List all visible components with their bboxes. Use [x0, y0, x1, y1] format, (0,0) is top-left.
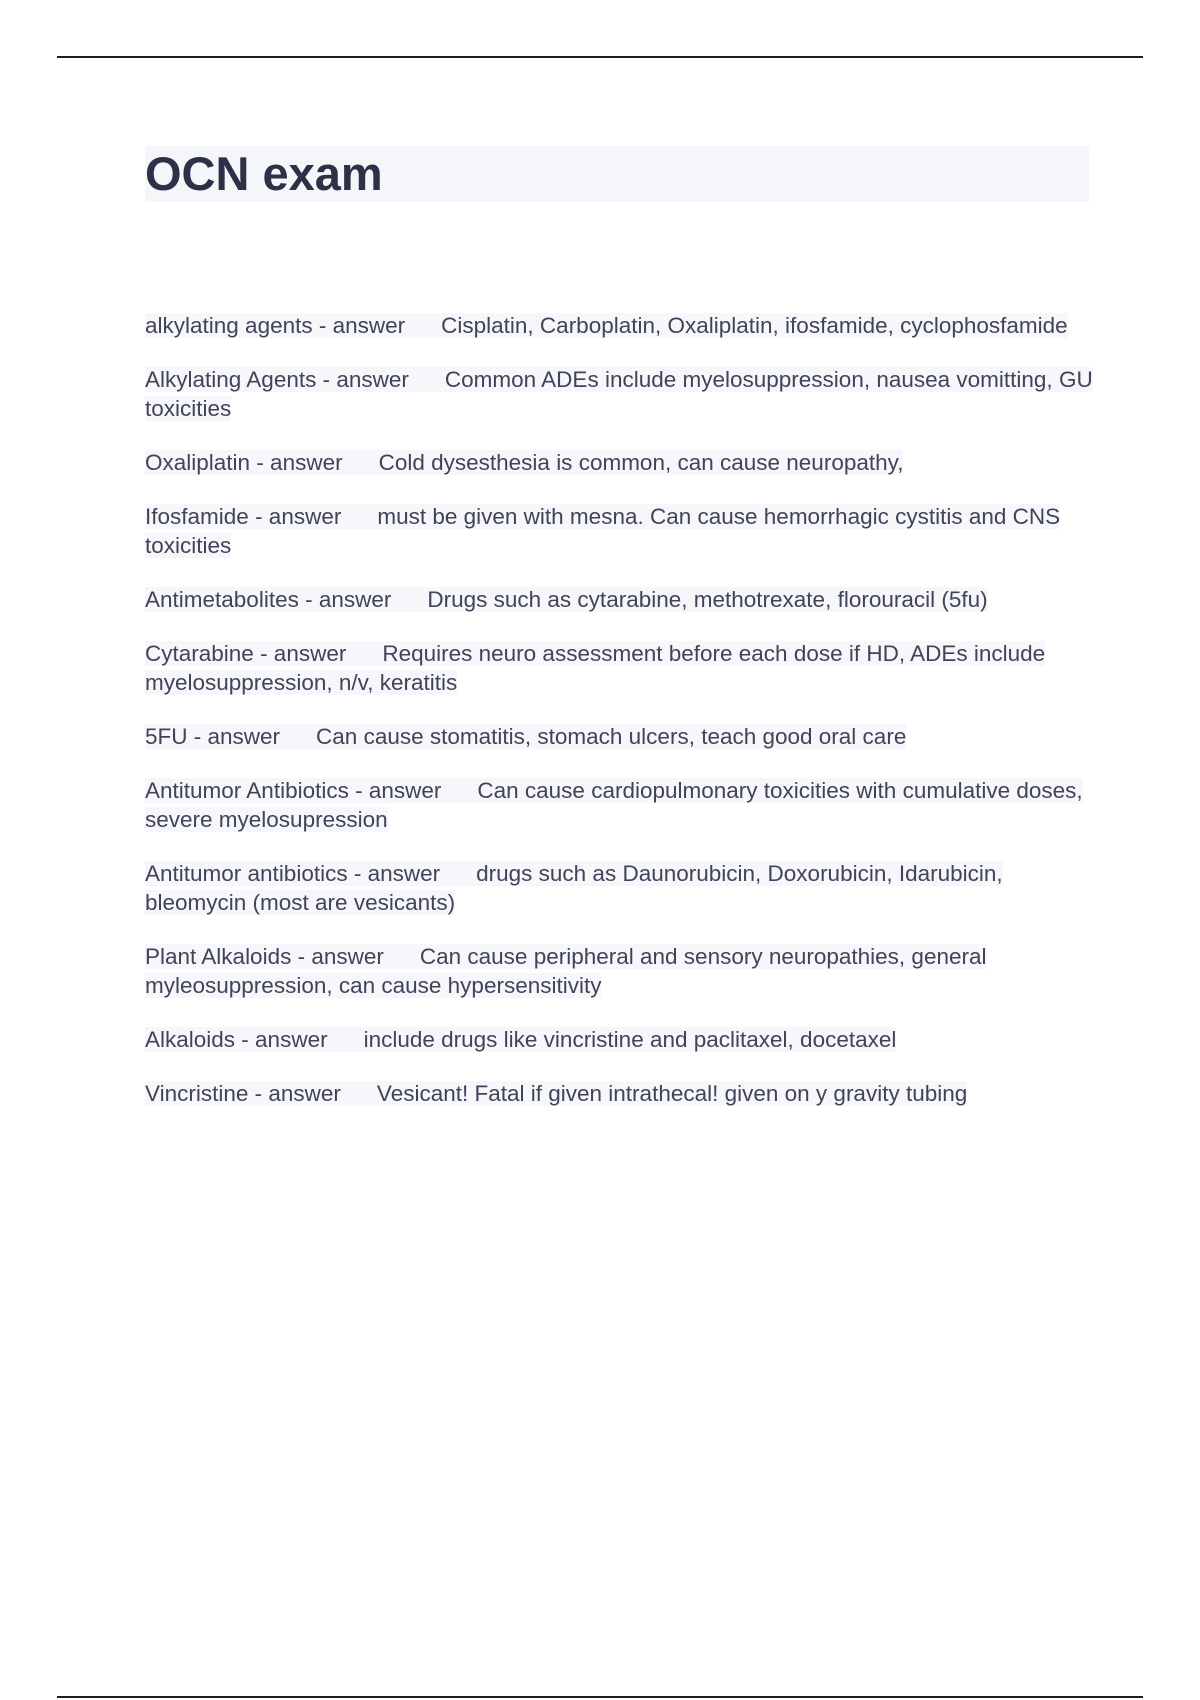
- qa-separator: - answer: [250, 450, 343, 475]
- qa-item: [145, 776, 1095, 834]
- qa-item: [145, 1025, 1095, 1054]
- qa-definition: Cold dysesthesia is common, can cause neuropathy,: [378, 450, 904, 475]
- qa-item: [145, 1079, 1095, 1108]
- qa-term: Alkylating Agents: [145, 367, 317, 392]
- qa-item: [145, 722, 1095, 751]
- qa-separator: - answer: [312, 313, 406, 338]
- qa-item: [145, 365, 1095, 423]
- qa-definition: drugs such as Daunorubicin, Doxorubicin, Idarubicin, bleomycin (most are vesicants): [145, 861, 1003, 915]
- qa-definition: Vesicant! Fatal if given intrathecal! given on y gravity tubing: [376, 1081, 968, 1106]
- qa-item: [145, 585, 1095, 614]
- qa-separator: - answer: [316, 367, 409, 392]
- qa-definition: Drugs such as cytarabine, methotrexate, florouracil (5fu): [427, 587, 988, 612]
- qa-item: [145, 639, 1095, 697]
- qa-term: Cytarabine: [145, 641, 254, 666]
- qa-term: 5FU: [145, 724, 188, 749]
- qa-separator: - answer: [248, 1081, 341, 1106]
- page-title: OCN exam: [145, 146, 1089, 202]
- qa-term: Antimetabolites: [145, 587, 299, 612]
- qa-definition: Can cause stomatitis, stomach ulcers, teach good oral care: [316, 724, 907, 749]
- qa-separator: - answer: [347, 861, 441, 886]
- qa-item: [145, 859, 1095, 917]
- qa-definition: Requires neuro assessment before each dose if HD, ADEs include myelosuppression, n/v, keratitis: [145, 641, 1046, 695]
- qa-term: Vincristine: [145, 1081, 249, 1106]
- qa-separator: - answer: [348, 778, 442, 803]
- qa-definition: include drugs like vincristine and paclitaxel, docetaxel: [363, 1027, 897, 1052]
- qa-item: [145, 448, 1095, 477]
- bottom-divider: [57, 1696, 1143, 1698]
- qa-term: Antitumor antibiotics: [145, 861, 348, 886]
- qa-item: [145, 311, 1095, 340]
- qa-term: Antitumor Antibiotics: [145, 778, 349, 803]
- qa-definition: Common ADEs include myelosuppression, nausea vomitting, GU toxicities: [145, 367, 1093, 421]
- qa-term: Alkaloids: [145, 1027, 236, 1052]
- qa-definition: Cisplatin, Carboplatin, Oxaliplatin, ifosfamide, cyclophosfamide: [441, 313, 1068, 338]
- qa-term: alkylating agents: [145, 313, 313, 338]
- qa-item: [145, 502, 1095, 560]
- qa-separator: - answer: [291, 944, 384, 969]
- qa-definition: Can cause peripheral and sensory neuropathies, general myleosuppression, can cause hypersensitivity: [145, 944, 987, 998]
- top-divider: [57, 56, 1143, 58]
- qa-item: [145, 942, 1095, 1000]
- qa-term: Oxaliplatin: [145, 450, 251, 475]
- qa-separator: - answer: [253, 641, 347, 666]
- qa-separator: - answer: [298, 587, 392, 612]
- qa-separator: - answer: [235, 1027, 328, 1052]
- qa-term: Ifosfamide: [145, 504, 249, 529]
- qa-definition: must be given with mesna. Can cause hemorrhagic cystitis and CNS toxicities: [145, 504, 1061, 558]
- qa-separator: - answer: [187, 724, 281, 749]
- qa-separator: - answer: [248, 504, 342, 529]
- qa-term: Plant Alkaloids: [145, 944, 292, 969]
- qa-definition: Can cause cardiopulmonary toxicities with cumulative doses, severe myelosupression: [145, 778, 1083, 832]
- qa-list: [145, 311, 1095, 1108]
